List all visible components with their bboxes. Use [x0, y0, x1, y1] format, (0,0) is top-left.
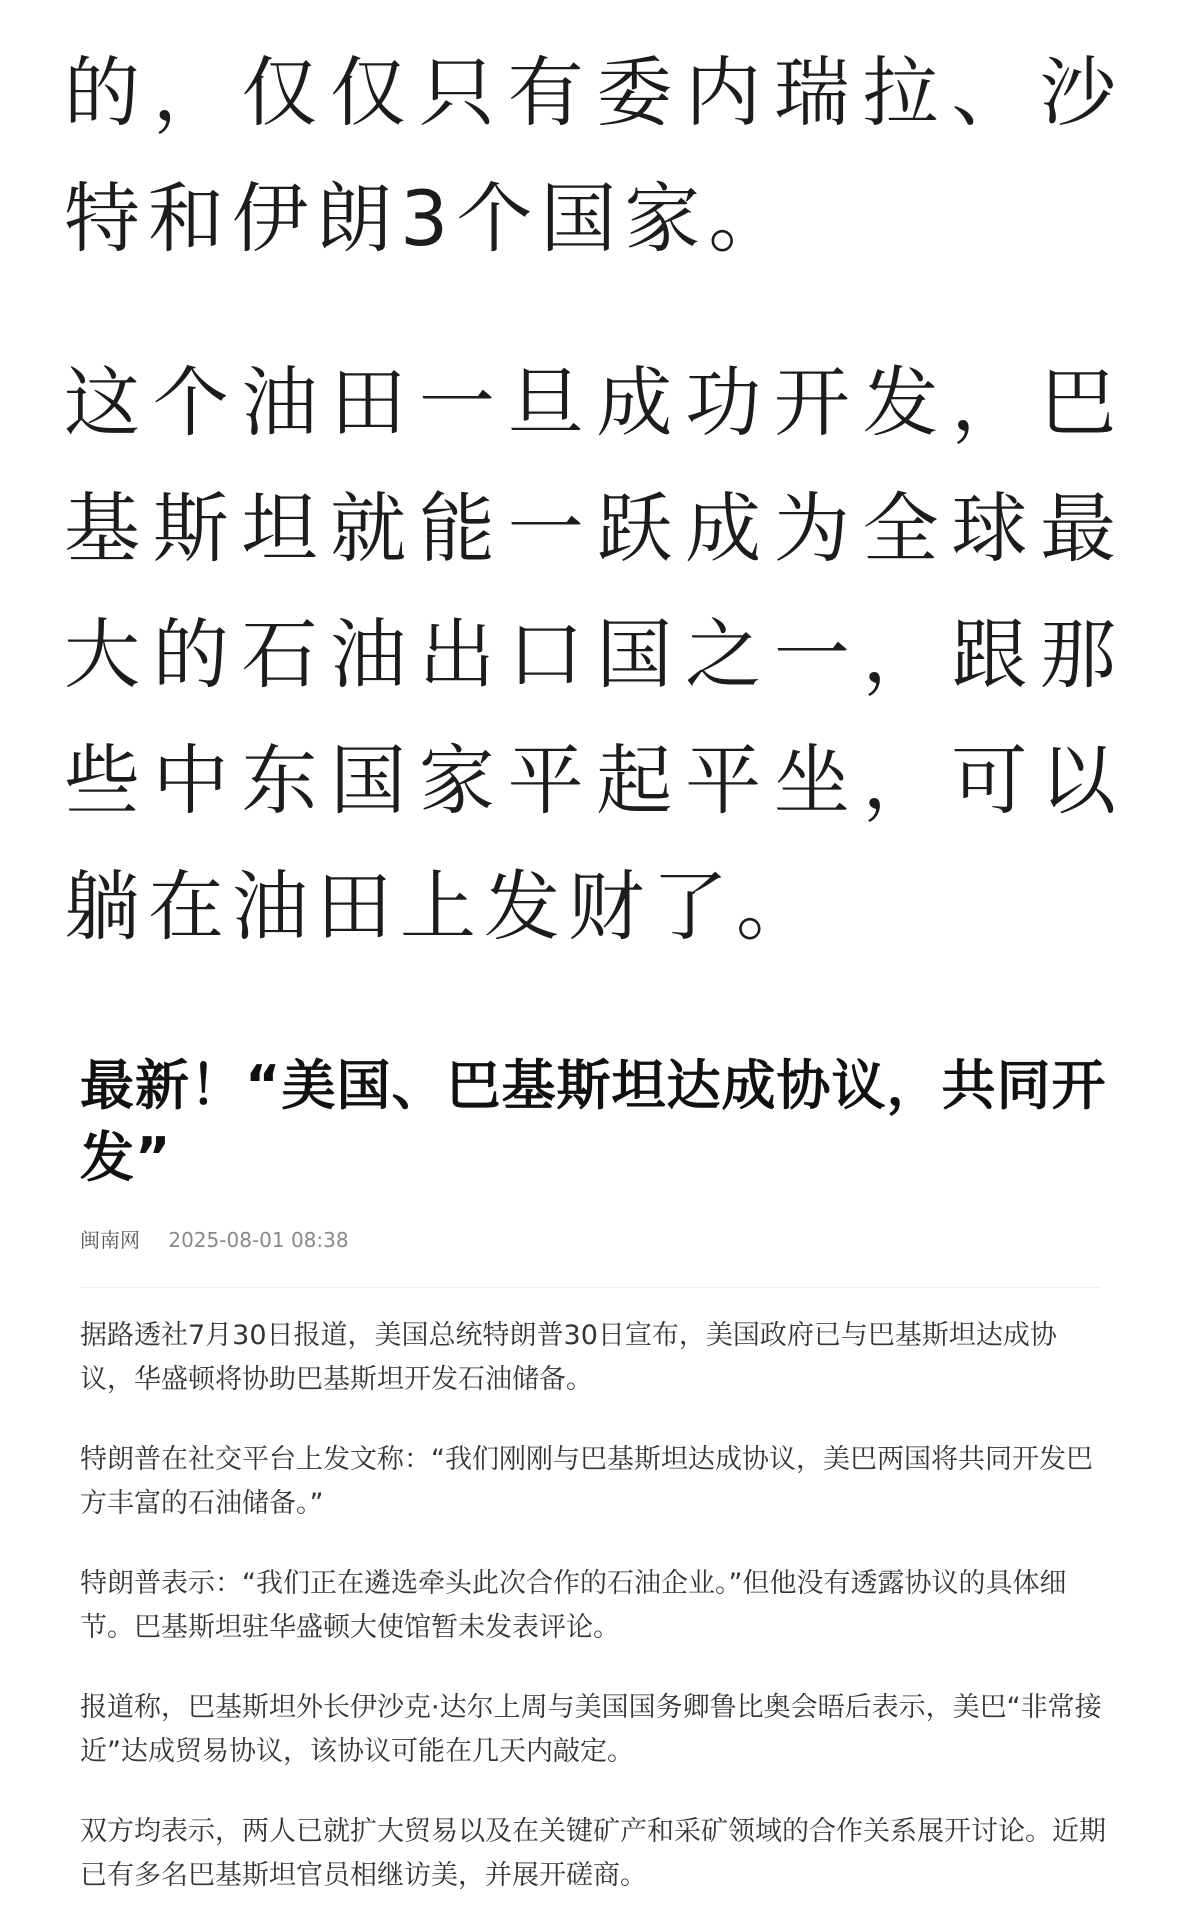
news-datetime: 2025-08-01 08:38: [168, 1228, 349, 1252]
embedded-news-screenshot: [60, 1050, 1120, 1910]
divider: [80, 1287, 1100, 1288]
news-paragraph-2: 特朗普在社交平台上发文称：“我们刚刚与巴基斯坦达成协议，美巴两国将共同开发巴方丰富的石油储备。”: [80, 1444, 1093, 1519]
article-paragraph-1: 的，仅仅只有委内瑞拉、沙特和伊朗3个国家。: [64, 48, 1124, 263]
news-title: 最新！“美国、巴基斯坦达成协议，共同开发”: [80, 1054, 1107, 1189]
news-paragraph-3: 特朗普表示：“我们正在遴选牵头此次合作的石油企业。”但他没有透露协议的具体细节。巴基斯坦驻华盛顿大使馆暂未发表评论。: [80, 1568, 1067, 1643]
article-paragraph-2: 这个油田一旦成功开发，巴基斯坦就能一跃成为全球最大的石油出口国之一，跟那些中东国家平起平坐，可以躺在油田上发财了。: [64, 358, 1124, 951]
article-text: [64, 30, 1124, 1028]
news-paragraph-5: 双方均表示，两人已就扩大贸易以及在关键矿产和采矿领域的合作关系展开讨论。近期已有多名巴基斯坦官员相继访美，并展开磋商。: [80, 1816, 1106, 1891]
news-source: 闽南网: [80, 1228, 140, 1252]
news-paragraph-1: 据路透社7月30日报道，美国总统特朗普30日宣布，美国政府已与巴基斯坦达成协议，华盛顿将协助巴基斯坦开发石油储备。: [80, 1320, 1057, 1395]
news-meta: [80, 1224, 1120, 1253]
news-body: [80, 1314, 1110, 1898]
news-paragraph-4: 报道称，巴基斯坦外长伊沙克·达尔上周与美国国务卿鲁比奥会晤后表示，美巴“非常接近”达成贸易协议，该协议可能在几天内敲定。: [80, 1692, 1102, 1767]
